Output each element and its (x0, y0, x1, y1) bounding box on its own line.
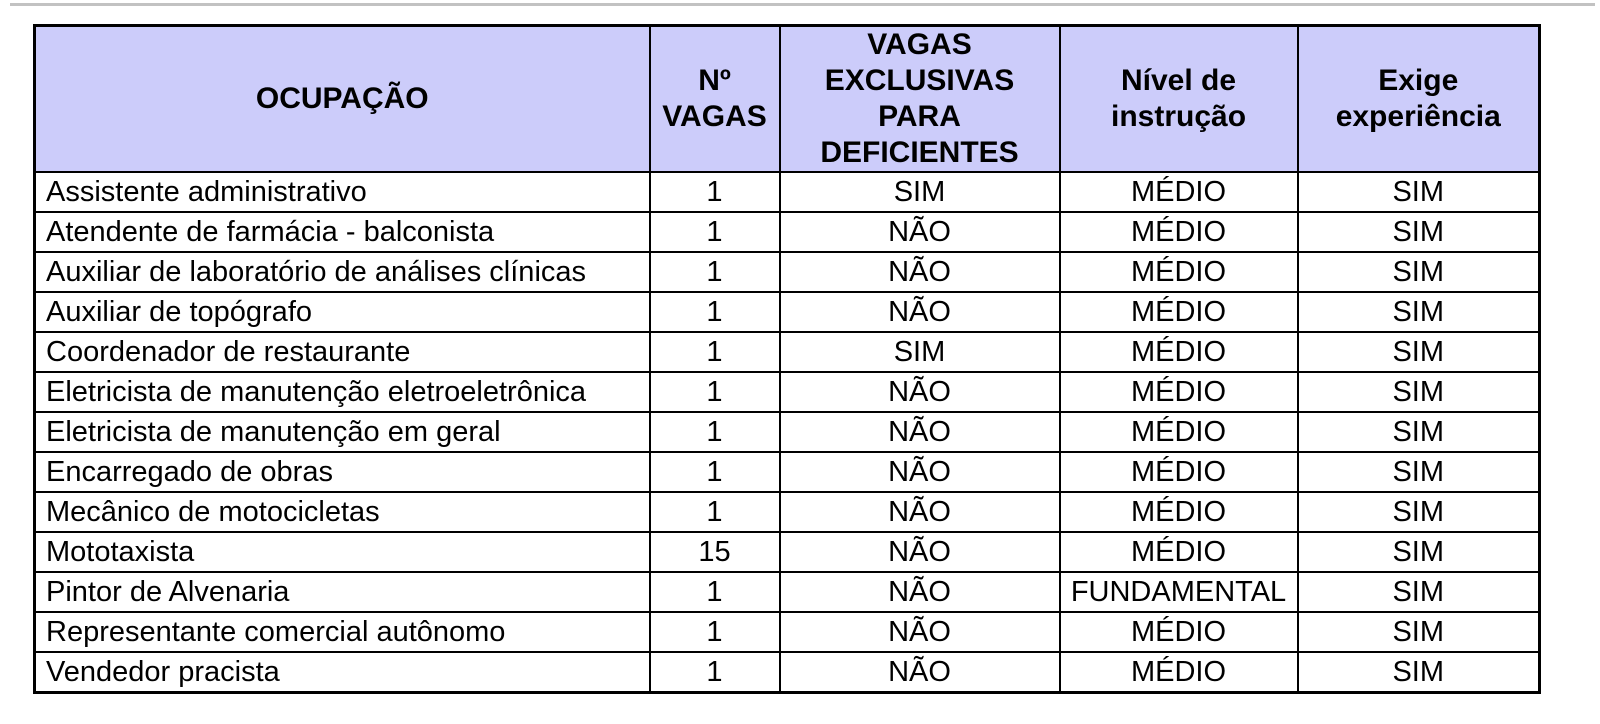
job-vacancies-table (33, 24, 1541, 694)
occupation-cell: Eletricista de manutenção eletroeletrônica (35, 372, 650, 412)
vagas-exclusivas-cell: NÃO (780, 652, 1060, 693)
vagas-exclusivas-cell: NÃO (780, 612, 1060, 652)
occupation-cell: Eletricista de manutenção em geral (35, 412, 650, 452)
occupation-cell: Auxiliar de topógrafo (35, 292, 650, 332)
vagas-exclusivas-cell: NÃO (780, 292, 1060, 332)
num-vagas-cell: 1 (650, 612, 780, 652)
occupation-cell: Atendente de farmácia - balconista (35, 212, 650, 252)
table-row (35, 452, 1540, 492)
vagas-exclusivas-cell: NÃO (780, 492, 1060, 532)
num-vagas-cell: 1 (650, 412, 780, 452)
table-row (35, 412, 1540, 452)
vagas-exclusivas-cell: NÃO (780, 572, 1060, 612)
vagas-exclusivas-cell: NÃO (780, 532, 1060, 572)
table-row (35, 212, 1540, 252)
nivel-instrucao-cell: MÉDIO (1060, 292, 1298, 332)
exige-experiencia-cell: SIM (1298, 452, 1540, 492)
table-row (35, 252, 1540, 292)
occupation-cell: Encarregado de obras (35, 452, 650, 492)
num-vagas-cell: 1 (650, 572, 780, 612)
table-row (35, 532, 1540, 572)
nivel-instrucao-cell: MÉDIO (1060, 372, 1298, 412)
cropped-top-rule (10, 3, 1595, 6)
nivel-instrucao-cell: MÉDIO (1060, 412, 1298, 452)
exige-experiencia-cell: SIM (1298, 492, 1540, 532)
num-vagas-cell: 1 (650, 212, 780, 252)
table-row (35, 332, 1540, 372)
exige-experiencia-cell: SIM (1298, 372, 1540, 412)
exige-experiencia-cell: SIM (1298, 332, 1540, 372)
occupation-cell: Vendedor pracista (35, 652, 650, 693)
num-vagas-cell: 1 (650, 452, 780, 492)
nivel-instrucao-cell: MÉDIO (1060, 332, 1298, 372)
header-ocupacao: OCUPAÇÃO (35, 26, 650, 173)
num-vagas-cell: 1 (650, 292, 780, 332)
nivel-instrucao-cell: MÉDIO (1060, 492, 1298, 532)
exige-experiencia-cell: SIM (1298, 652, 1540, 693)
num-vagas-cell: 1 (650, 652, 780, 693)
occupation-cell: Mecânico de motocicletas (35, 492, 650, 532)
occupation-cell: Auxiliar de laboratório de análises clínicas (35, 252, 650, 292)
table-row (35, 172, 1540, 212)
exige-experiencia-cell: SIM (1298, 412, 1540, 452)
table-row (35, 492, 1540, 532)
table-row (35, 652, 1540, 693)
num-vagas-cell: 1 (650, 332, 780, 372)
header-exige-experiencia: Exige experiência (1298, 26, 1540, 173)
vagas-exclusivas-cell: NÃO (780, 212, 1060, 252)
occupation-cell: Pintor de Alvenaria (35, 572, 650, 612)
occupation-cell: Assistente administrativo (35, 172, 650, 212)
vagas-exclusivas-cell: NÃO (780, 372, 1060, 412)
nivel-instrucao-cell: MÉDIO (1060, 532, 1298, 572)
exige-experiencia-cell: SIM (1298, 252, 1540, 292)
nivel-instrucao-cell: MÉDIO (1060, 612, 1298, 652)
table-body (35, 172, 1540, 693)
exige-experiencia-cell: SIM (1298, 292, 1540, 332)
header-num-vagas: Nº VAGAS (650, 26, 780, 173)
vagas-exclusivas-cell: SIM (780, 332, 1060, 372)
exige-experiencia-cell: SIM (1298, 212, 1540, 252)
vagas-exclusivas-cell: NÃO (780, 452, 1060, 492)
occupation-cell: Representante comercial autônomo (35, 612, 650, 652)
nivel-instrucao-cell: MÉDIO (1060, 172, 1298, 212)
table-row (35, 572, 1540, 612)
nivel-instrucao-cell: MÉDIO (1060, 212, 1298, 252)
nivel-instrucao-cell: MÉDIO (1060, 652, 1298, 693)
nivel-instrucao-cell: MÉDIO (1060, 252, 1298, 292)
num-vagas-cell: 1 (650, 372, 780, 412)
exige-experiencia-cell: SIM (1298, 172, 1540, 212)
header-row (35, 26, 1540, 173)
num-vagas-cell: 1 (650, 172, 780, 212)
nivel-instrucao-cell: FUNDAMENTAL (1060, 572, 1298, 612)
header-nivel-instrucao: Nível de instrução (1060, 26, 1298, 173)
occupation-cell: Mototaxista (35, 532, 650, 572)
table-row (35, 292, 1540, 332)
vagas-exclusivas-cell: NÃO (780, 252, 1060, 292)
vagas-exclusivas-cell: SIM (780, 172, 1060, 212)
vagas-exclusivas-cell: NÃO (780, 412, 1060, 452)
nivel-instrucao-cell: MÉDIO (1060, 452, 1298, 492)
occupation-cell: Coordenador de restaurante (35, 332, 650, 372)
exige-experiencia-cell: SIM (1298, 532, 1540, 572)
table-row (35, 612, 1540, 652)
table-row (35, 372, 1540, 412)
header-vagas-exclusivas: VAGAS EXCLUSIVAS PARA DEFICIENTES (780, 26, 1060, 173)
num-vagas-cell: 1 (650, 492, 780, 532)
num-vagas-cell: 1 (650, 252, 780, 292)
table-header (35, 26, 1540, 173)
exige-experiencia-cell: SIM (1298, 572, 1540, 612)
exige-experiencia-cell: SIM (1298, 612, 1540, 652)
num-vagas-cell: 15 (650, 532, 780, 572)
